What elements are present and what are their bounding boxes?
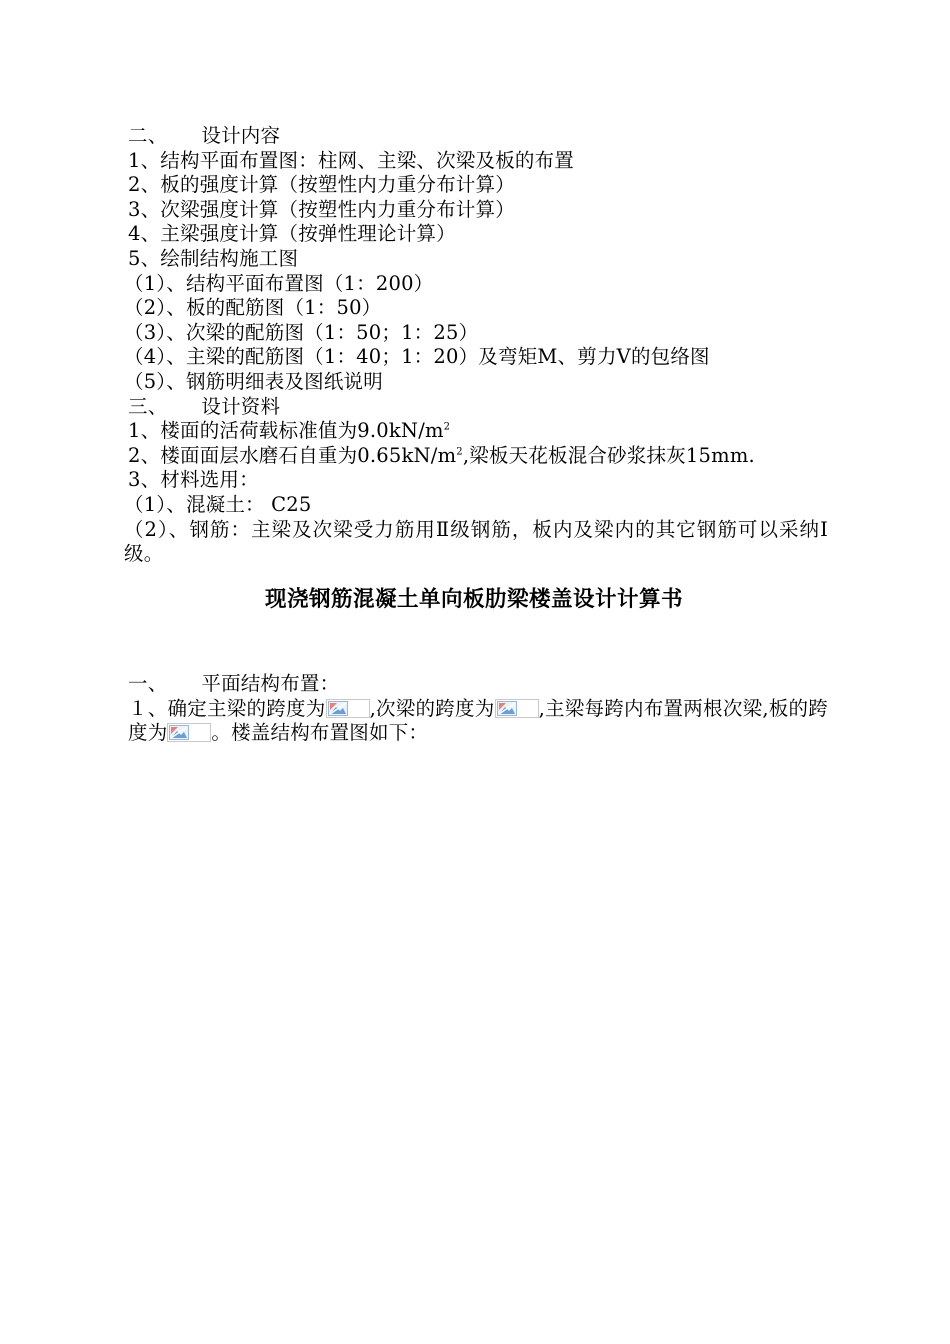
superscript: 2 (443, 421, 451, 433)
heading-number: 三、 (128, 394, 168, 418)
list-item: 4、主梁强度计算（按弹性理论计算） (128, 222, 456, 246)
paragraph-text: 。楼盖结构布置图如下： (211, 721, 429, 745)
surface-weight-line (128, 444, 828, 469)
broken-image-icon (326, 699, 370, 718)
heading-number: 二、 (128, 124, 168, 147)
paragraph-text: １、确定主梁的跨度为 (128, 696, 326, 720)
broken-image-icon (495, 699, 539, 718)
superscript: 2 (456, 446, 463, 458)
broken-image-icon (167, 723, 211, 742)
paragraph-text: ,次梁的跨度为 (369, 696, 495, 720)
sub-list-item: （1）、结构平面布置图（1：200） (124, 271, 434, 295)
live-load-text: 1、楼面的活荷载标准值为9.0kN/m (128, 419, 444, 443)
sub-list-item: （4）、主梁的配筋图（1：40；1：20）及弯矩M、剪力V的包络图 (124, 345, 710, 369)
plan-layout-section (128, 672, 828, 746)
paragraph-text: ,主梁每跨内布置两根次梁,板的跨度为 (128, 696, 828, 745)
sub-list-item: （3）、次梁的配筋图（1：50；1：25） (124, 320, 479, 344)
plaster-text: ,梁板天花板混合砂浆抹灰15mm. (462, 443, 755, 467)
heading-text: 设计内容 (201, 124, 281, 147)
heading-number: 一、 (128, 672, 168, 695)
list-item: 3、次梁强度计算（按塑性内力重分布计算） (128, 197, 515, 221)
document-title: 现浇钢筋混凝土单向板肋梁楼盖设计计算书 (264, 587, 683, 612)
materials-heading: 3、材料选用： (128, 468, 259, 492)
section-heading-plan-layout (128, 672, 828, 697)
rebar-item: （2）、钢筋：主梁及次梁受力筋用Ⅱ级钢筋，板内及梁内的其它钢筋可以采纳Ⅰ级。 (124, 517, 828, 566)
heading-text: 平面结构布置： (201, 672, 340, 695)
section-heading-design-data (128, 395, 828, 420)
surface-weight-text: 2、楼面面层水磨石自重为0.65kN/m (128, 443, 457, 467)
design-content-section (124, 124, 828, 567)
list-item: 2、板的强度计算（按塑性内力重分布计算） (128, 173, 515, 197)
plan-layout-paragraph (128, 697, 828, 746)
list-item: 1、结构平面布置图：柱网、主梁、次梁及板的布置 (128, 148, 575, 172)
live-load-line (128, 419, 828, 444)
sub-list-item: （5）、钢筋明细表及图纸说明 (124, 369, 383, 393)
list-item: 5、绘制结构施工图 (128, 246, 299, 270)
heading-text: 设计资料 (201, 394, 281, 418)
sub-list-item: （2）、板的配筋图（1：50） (124, 296, 382, 320)
concrete-item: （1）、混凝土： C25 (124, 492, 312, 516)
section-heading-design-content (128, 124, 828, 149)
